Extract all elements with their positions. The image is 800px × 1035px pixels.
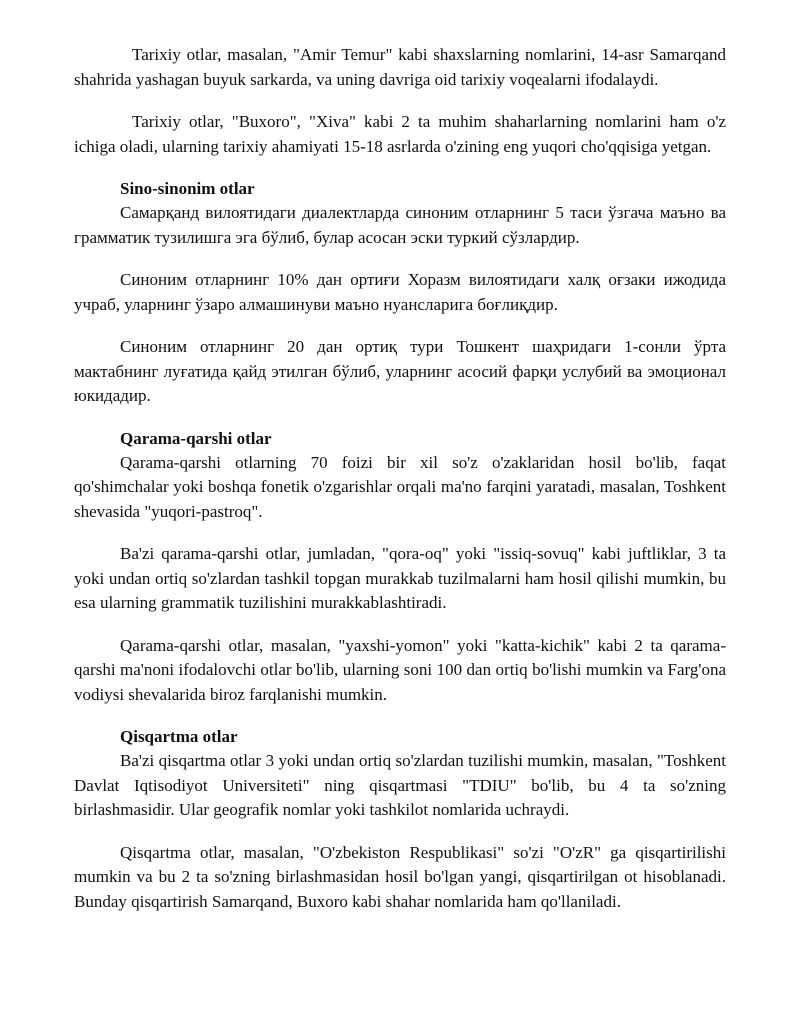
antonyms-paragraph-2: Ba'zi qarama-qarshi otlar, jumladan, "qora-oq" yoki "issiq-sovuq" kabi juftliklar, 3 ta yoki undan ortiq so'zlardan tashkil topgan murakkab tuzilmalarni ham hosil qilishi mumkin, bu esa ularning grammatik tuzilishini murakkablashtiradi. <box>74 544 726 612</box>
paragraph-gap <box>74 250 726 268</box>
abbreviations-paragraph-1: Ba'zi qisqartma otlar 3 yoki undan ortiq so'zlardan tuzilishi mumkin, masalan, "Toshkent Davlat Iqtisodiyot Universiteti" ning qisqartmasi "TDIU" bo'lib, bu 4 ta so'zning birlashmasidir. Ular geografik nomlar yoki tashkilot nomlarida uchraydi. <box>74 751 726 819</box>
antonyms-paragraph-1: Qarama-qarshi otlarning 70 foizi bir xil so'z o'zaklaridan hosil bo'lib, faqat qo'shimchalar yoki boshqa fonetik o'zgarishlar orqali ma'no farqini yaratadi, masalan, Toshkent shevasida "yuqori-pastroq". <box>74 452 726 521</box>
paragraph-gap <box>74 317 726 335</box>
intro-paragraph-2: Tarixiy otlar, "Buxoro", "Xiva" kabi 2 ta muhim shaharlarning nomlarini ham o'z ichiga oladi, ularning tarixiy ahamiyati 15-18 asrlarda o'zining eng yuqori cho'qqisiga yetgan. <box>74 112 726 156</box>
synonyms-paragraph-3: Синоним отларнинг 20 дан ортиқ тури Тошкент шаҳридаги 1-сонли ўрта мактабнинг луғатида қайд этилган бўлиб, уларнинг асосий фарқи услубий ва эмоционал юкидадир. <box>74 337 726 405</box>
paragraph-gap <box>74 159 726 177</box>
antonyms-paragraph-3: Qarama-qarshi otlar, masalan, "yaxshi-yomon" yoki "katta-kichik" kabi 2 ta qarama-qarshi ma'noni ifodalovchi otlar bo'lib, ularning soni 100 dan ortiq bo'lishi mumkin va Farg'ona vodiysi shevalarida biroz farqlanishi mumkin. <box>74 635 726 704</box>
section-heading-synonyms: Sino-sinonim otlar <box>120 179 255 198</box>
document-page <box>74 43 726 914</box>
section-heading-antonyms: Qarama-qarshi otlar <box>120 428 272 448</box>
paragraph-gap <box>74 823 726 841</box>
synonyms-paragraph-2: Синоним отларнинг 10% дан ортиғи Хоразм вилоятидаги халқ оғзаки ижодида учраб, уларнинг ўзаро алмашинуви маъно нуансларига боғлиқдир. <box>74 270 726 314</box>
paragraph-gap <box>74 707 726 725</box>
paragraph-gap <box>74 409 726 427</box>
section-heading-abbreviations: Qisqartma otlar <box>120 727 238 746</box>
intro-paragraph-1: Tarixiy otlar, masalan, "Amir Temur" kabi shaxslarning nomlarini, 14-asr Samarqand shahrida yashagan buyuk sarkarda, va uning davriga oid tarixiy voqealarni ifodalaydi. <box>74 45 726 89</box>
synonyms-paragraph-1: Самарқанд вилоятидаги диалектларда синоним отларнинг 5 таси ўзгача маъно ва грамматик тузилишга эга бўлиб, булар асосан эски туркий сўзлардир. <box>74 203 726 247</box>
paragraph-gap <box>74 616 726 634</box>
abbreviations-paragraph-2: Qisqartma otlar, masalan, "O'zbekiston Respublikasi" so'zi "O'zR" ga qisqartirilishi mumkin va bu 2 ta so'zning birlashmasidan hosil bo'lgan yangi, qisqartirilgan ot hisoblanadi. Bunday qisqartirish Samarqand, Buxoro kabi shahar nomlarida ham qo'llaniladi. <box>74 842 726 911</box>
paragraph-gap <box>74 92 726 110</box>
paragraph-gap <box>74 524 726 542</box>
